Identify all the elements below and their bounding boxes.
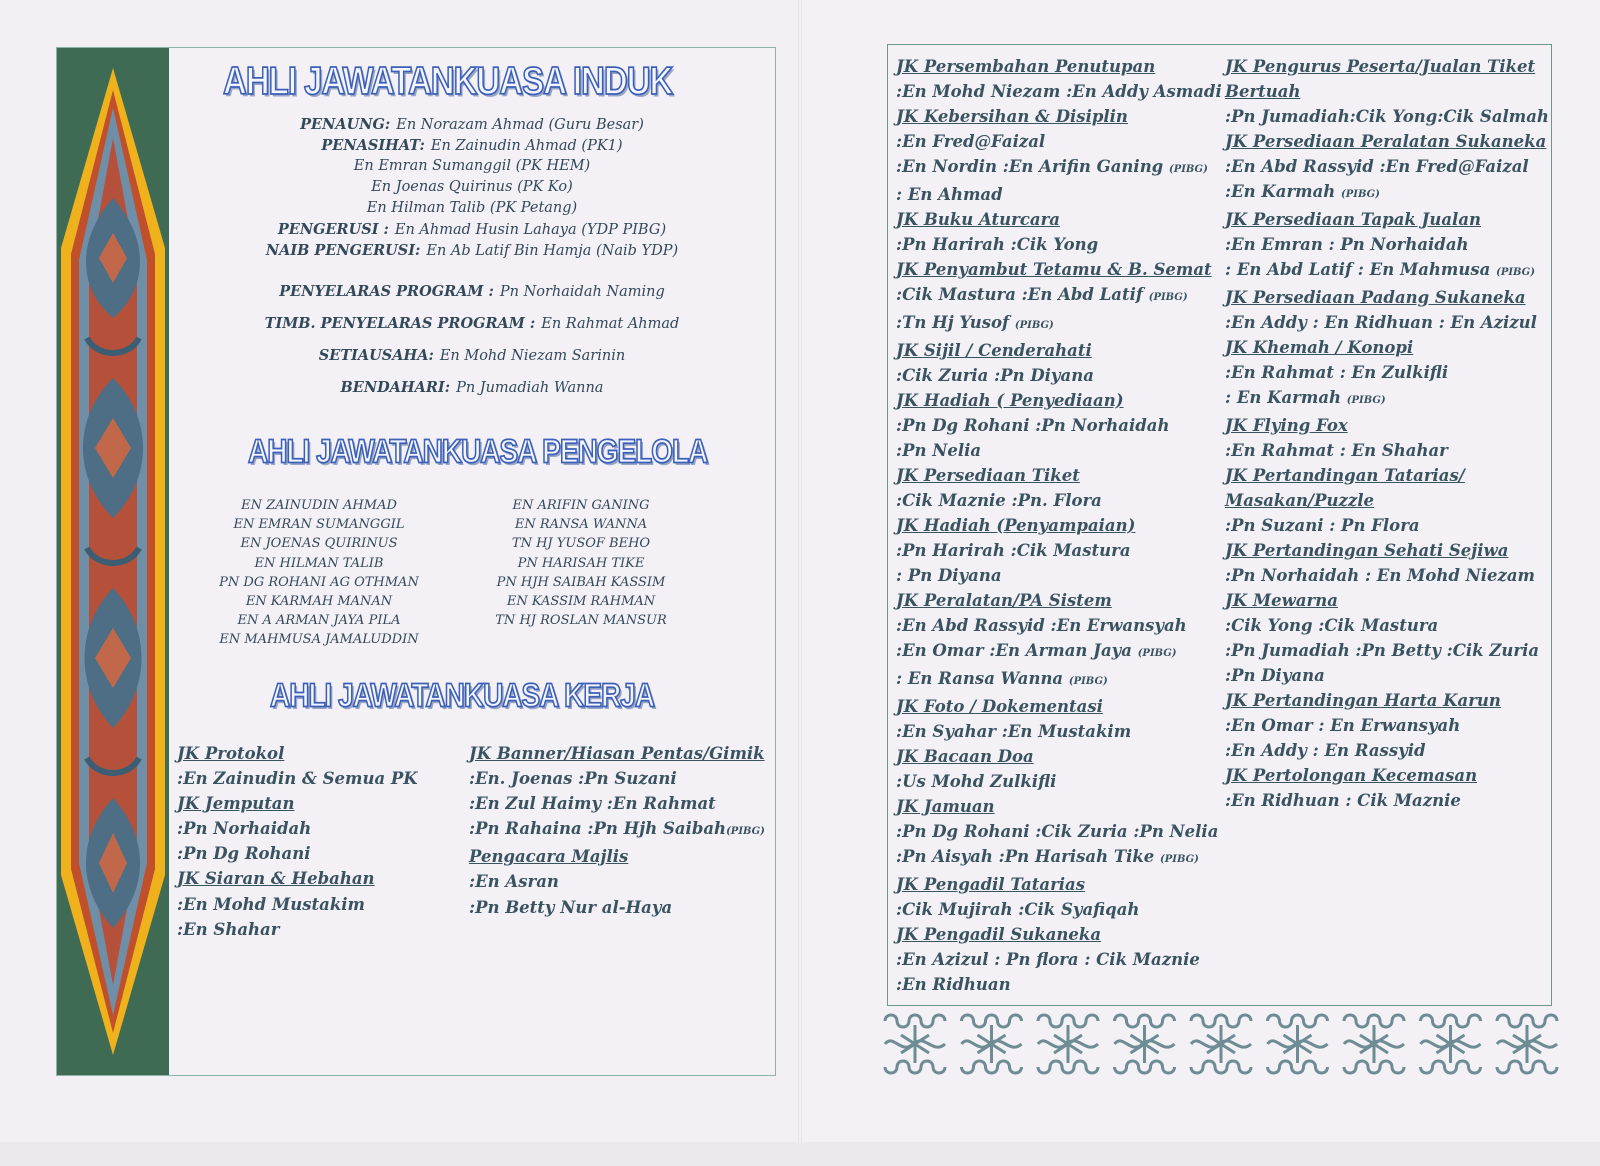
committee-title-text: JK Siaran & Hebahan (177, 869, 375, 889)
motif-ornament (1268, 1015, 1328, 1073)
pengelola-member: PN DG ROHANI AG OTHMAN (219, 574, 419, 590)
committee-member (896, 182, 1214, 207)
committee-member (896, 310, 1214, 338)
officer-row (169, 379, 775, 396)
committee-member (1225, 613, 1543, 638)
committee-title (1225, 588, 1543, 613)
committee-title-text: JK Jamuan (896, 797, 995, 816)
pengelola-member: PN HJH SAIBAH KASSIM (496, 574, 666, 590)
committee-member-text: :Pn Norhaidah : En Mohd Niezam (1225, 566, 1536, 585)
motif-ornament (1497, 1015, 1557, 1073)
committee-member (896, 666, 1214, 694)
committee-member (896, 488, 1214, 513)
committee-member-text: :Cik Mujirah :Cik Syafiqah (896, 900, 1140, 919)
motif-ornament (962, 1015, 1022, 1073)
committee-member-text: :Pn Jumadiah:Cik Yong:Cik Salmah (1225, 107, 1549, 126)
committee-member-text: :En. Joenas :Pn Suzani (469, 769, 677, 789)
officer-role: PENYELARAS PROGRAM : (279, 283, 494, 300)
pengelola-member: EN KASSIM RAHMAN (506, 594, 656, 610)
motif-ornament (1344, 1015, 1404, 1073)
officer-name: En Ahmad Husin Lahaya (YDP PIBG) (394, 222, 667, 238)
pibg-tag: (PIBG) (1068, 676, 1108, 687)
committee-title-text: JK Persediaan Tiket (896, 466, 1080, 485)
officer-name: En Emran Sumanggil (PK HEM) (353, 158, 591, 174)
pibg-tag: (PIBG) (1014, 320, 1054, 331)
committee-member-text: :En Shahar (177, 919, 280, 939)
committee-title-text: JK Persediaan Padang Sukaneka (1225, 288, 1526, 307)
committee-title-text: JK Pengurus Peserta/Jualan Tiket Bertuah (1225, 57, 1536, 101)
kerja-title: AHLI JAWATANKUASA KERJA (270, 677, 655, 714)
committee-title-text: JK Hadiah ( Penyediaan) (896, 391, 1124, 410)
committee-member-text: :Cik Yong :Cik Mastura (1225, 616, 1439, 635)
committee-title-text: JK Pengadil Sukaneka (896, 925, 1102, 944)
pengelola-member: EN RANSA WANNA (514, 517, 648, 533)
committee-member (177, 841, 418, 866)
committee-title (1225, 54, 1543, 104)
committee-member-text: :Cik Maznie :Pn. Flora (896, 491, 1102, 510)
committee-member-text: :En Omar :En Arman Jaya (896, 641, 1138, 660)
committee-member-text: :En Addy : En Rassyid (1225, 741, 1426, 760)
committee-title-text: JK Kebersihan & Disiplin (896, 107, 1128, 126)
pengelola-member: TN HJ ROSLAN MANSUR (495, 613, 667, 629)
officer-row (169, 283, 775, 300)
committee-member-text: :Pn Betty Nur al-Haya (469, 897, 673, 917)
pengelola-member: EN MAHMUSA JAMALUDDIN (219, 632, 419, 648)
committee-member-text: :En Karmah (1225, 182, 1342, 201)
pengelola-member: EN JOENAS QUIRINUS (240, 536, 398, 552)
committee-member-text: :Pn Dg Rohani (177, 844, 311, 864)
committee-member (469, 816, 765, 844)
committee-title (177, 741, 418, 766)
committee-member (896, 819, 1219, 844)
committee-member (896, 897, 1214, 922)
committee-title (896, 794, 1214, 819)
committee-member-text: :En Azizul : Pn flora : Cik Maznie (896, 950, 1200, 969)
motif-ornament (1421, 1015, 1481, 1073)
committee-member-text: :En Mohd Mustakim (177, 894, 365, 914)
pengelola-member: EN ARIFIN GANING (512, 498, 650, 513)
pengelola-member: EN ZAINUDIN AHMAD (241, 498, 397, 513)
pibg-tag: (PIBG) (726, 826, 765, 838)
committee-member-text: :En Abd Rassyid :En Fred@Faizal (1225, 157, 1529, 176)
committee-member-text: :En Zainudin & Semua PK (177, 769, 418, 789)
committee-member (1225, 713, 1543, 738)
induk-title: AHLI JAWATANKUASA INDUK (223, 58, 673, 103)
committee-member-text: :Pn Harirah :Cik Mastura (896, 541, 1131, 560)
committee-member-text: :En Fred@Faizal (896, 132, 1046, 151)
committee-title (896, 54, 1214, 79)
committee-member (469, 766, 765, 791)
committee-title (1225, 129, 1547, 154)
pibg-tag: (PIBG) (1148, 292, 1188, 303)
committee-title (1225, 688, 1543, 713)
committee-title (469, 844, 765, 869)
committee-member (469, 895, 765, 920)
committee-title (896, 388, 1214, 413)
committee-title (469, 741, 765, 766)
committee-member-text: :Pn Harirah :Cik Yong (896, 235, 1099, 254)
committee-member (177, 892, 418, 917)
officer-role: PENASIHAT: (321, 137, 425, 154)
page-fold (798, 0, 802, 1166)
committee-title (896, 104, 1214, 129)
committee-member (1225, 638, 1543, 663)
committee-member (896, 769, 1214, 794)
committee-member (896, 613, 1214, 638)
committee-member-text: :En Ridhuan : Cik Maznie (1225, 791, 1461, 810)
committee-member (1225, 232, 1543, 257)
committee-title (896, 588, 1214, 613)
pengelola-title: AHLI JAWATANKUASA PENGELOLA (248, 433, 708, 470)
committee-member (177, 766, 418, 791)
left-panel (56, 47, 776, 1076)
committee-member (896, 844, 1214, 872)
ethnic-border-ornament (57, 48, 169, 1075)
pibg-tag: (PIBG) (1137, 648, 1177, 659)
committee-member (177, 917, 418, 942)
officer-row (169, 179, 775, 195)
committee-title (896, 207, 1214, 232)
committee-title-text: JK Pertandingan Sehati Sejiwa (1225, 541, 1509, 560)
officer-role: NAIB PENGERUSI: (265, 242, 421, 259)
pibg-tag: (PIBG) (1168, 164, 1208, 175)
officer-row (169, 347, 775, 364)
committee-title-text: JK Sijil / Cenderahati (896, 341, 1092, 360)
officer-name: Pn Jumadiah Wanna (456, 380, 604, 396)
kerja-column-2 (469, 741, 765, 920)
committee-title (896, 463, 1214, 488)
committee-member (1225, 104, 1549, 129)
officer-name: En Rahmat Ahmad (541, 316, 680, 332)
committee-title (1225, 207, 1543, 232)
committee-title (1225, 285, 1543, 310)
officer-name: En Norazam Ahmad (Guru Besar) (396, 117, 644, 133)
committee-member-text: :En Rahmat : En Shahar (1225, 441, 1448, 460)
committee-title (1225, 413, 1543, 438)
motif-ornament (885, 1015, 945, 1073)
committee-member (896, 282, 1214, 310)
right-panel (887, 44, 1552, 1006)
officer-name: En Zainudin Ahmad (PK1) (430, 138, 623, 154)
officer-role: SETIAUSAHA: (318, 347, 434, 364)
officer-name: En Ab Latif Bin Hamja (Naib YDP) (426, 243, 679, 259)
committee-member-text: :Pn Dg Rohani :Pn Norhaidah (896, 416, 1170, 435)
committee-title-text: JK Foto / Dokementasi (896, 697, 1103, 716)
officer-row (169, 116, 775, 133)
committee-member (1225, 179, 1543, 207)
committee-title (896, 922, 1214, 947)
officer-row (169, 221, 775, 238)
committee-member (896, 538, 1214, 563)
committee-member (1225, 154, 1543, 179)
committee-title-text: JK Hadiah (Penyampaian) (896, 516, 1136, 535)
committee-title (896, 744, 1214, 769)
committee-member (1225, 513, 1543, 538)
committee-member (896, 232, 1214, 257)
committee-member (177, 816, 418, 841)
pengelola-column-1 (179, 496, 459, 650)
committee-member-text: :En Asran (469, 872, 559, 892)
committee-member (1225, 360, 1543, 385)
committee-member (896, 154, 1214, 182)
officer-row (169, 315, 775, 332)
committee-title-text: JK Bacaan Doa (896, 747, 1034, 766)
committee-title-text: JK Khemah / Konopi (1225, 338, 1414, 357)
committee-member (896, 972, 1214, 997)
committee-member-text: : En Abd Latif : En Mahmusa (1225, 260, 1497, 279)
pibg-tag: (PIBG) (1341, 189, 1380, 200)
officer-role: BENDAHARI: (340, 379, 451, 396)
committee-title (1225, 763, 1543, 788)
committee-title-text: JK Pengadil Tatarias (896, 875, 1086, 894)
committee-member-text: :Cik Zuria :Pn Diyana (896, 366, 1094, 385)
committee-member (1225, 257, 1543, 285)
officer-row (169, 242, 775, 259)
committee-member (896, 563, 1214, 588)
committee-title-text: JK Mewarna (1225, 591, 1338, 610)
committee-member (1225, 788, 1543, 813)
motif-ornament (1191, 1015, 1251, 1073)
committee-title (1225, 335, 1543, 360)
motif-ornament (1115, 1015, 1175, 1073)
pengelola-member: EN A ARMAN JAYA PILA (237, 613, 401, 629)
committee-member-text: :En Syahar :En Mustakim (896, 722, 1132, 741)
pengelola-member: PN HARISAH TIKE (517, 555, 645, 571)
decorative-motif-row (879, 1011, 1559, 1077)
committee-member-text: :Pn Jumadiah :Pn Betty :Cik Zuria (1225, 641, 1540, 660)
officer-name: En Joenas Quirinus (PK Ko) (371, 179, 573, 195)
committee-member-text: :En Nordin :En Arifin Ganing (896, 157, 1169, 176)
committee-member-text: :Us Mohd Zulkifli (896, 772, 1057, 791)
committee-title-text: JK Persediaan Peralatan Sukaneka (1225, 132, 1547, 151)
officer-name: Pn Norhaidah Naming (499, 284, 665, 300)
committee-member (896, 438, 1214, 463)
committee-member (896, 129, 1214, 154)
committee-member (896, 947, 1214, 972)
committee-title-text: JK Peralatan/PA Sistem (896, 591, 1112, 610)
pibg-tag: (PIBG) (1496, 267, 1535, 278)
committee-member-text: :En Rahmat : En Zulkifli (1225, 363, 1449, 382)
pengelola-member: EN HILMAN TALIB (254, 555, 384, 571)
scan-bottom-edge (0, 1142, 1600, 1166)
committee-title-text: JK Flying Fox (1225, 416, 1348, 435)
committee-member-text: :En Omar : En Erwansyah (1225, 716, 1461, 735)
committee-member-text: : Pn Diyana (896, 566, 1002, 585)
officer-role: TIMB. PENYELARAS PROGRAM : (264, 315, 536, 332)
motif-ornament (1038, 1015, 1098, 1073)
committee-member (1225, 563, 1543, 588)
committee-title-text: JK Penyambut Tetamu & B. Semat (896, 260, 1212, 279)
officer-row (169, 200, 775, 216)
committee-member (1225, 663, 1543, 688)
committee-member (896, 363, 1214, 388)
committee-member-text: :Pn Aisyah :Pn Harisah Tike (896, 847, 1161, 866)
committee-title (177, 866, 418, 891)
committee-member (1225, 438, 1543, 463)
officer-name: En Mohd Niezam Sarinin (439, 348, 626, 364)
committee-member-text: : En Karmah (1225, 388, 1347, 407)
committee-title (896, 338, 1214, 363)
committee-title-text: JK Pertandingan Harta Karun (1225, 691, 1501, 710)
committee-title-text: JK Persembahan Penutupan (896, 57, 1156, 76)
committee-member-text: :Pn Diyana (1225, 666, 1325, 685)
officer-role: PENAUNG: (300, 116, 391, 133)
committee-member (896, 638, 1214, 666)
committee-member-text: :En Addy : En Ridhuan : En Azizul (1225, 313, 1537, 332)
committee-member (1225, 738, 1543, 763)
pengelola-column-2 (441, 496, 721, 630)
committee-member (896, 719, 1214, 744)
committee-title-text: Pengacara Majlis (469, 847, 629, 867)
officer-name: En Hilman Talib (PK Petang) (366, 200, 578, 216)
committee-member (469, 791, 765, 816)
officer-row (169, 137, 775, 154)
officer-row (169, 158, 775, 174)
committee-title-text: JK Pertandingan Tatarias/ Masakan/Puzzle (1225, 466, 1465, 510)
right-column-1 (896, 54, 1222, 997)
committee-member-text: : En Ahmad (896, 185, 1003, 204)
committee-member-text: :En Emran : Pn Norhaidah (1225, 235, 1469, 254)
committee-member-text: :En Zul Haimy :En Rahmat (469, 794, 716, 814)
committee-title-text: JK Banner/Hiasan Pentas/Gimik (469, 744, 765, 763)
committee-title (896, 257, 1214, 282)
committee-member (1225, 385, 1543, 413)
committee-title-text: JK Jemputan (177, 794, 295, 814)
pibg-tag: (PIBG) (1160, 854, 1199, 865)
right-column-2 (1225, 54, 1549, 813)
committee-title (177, 791, 418, 816)
committee-member-text: :Pn Nelia (896, 441, 982, 460)
committee-member (1225, 310, 1543, 335)
committee-title (896, 513, 1214, 538)
pibg-tag: (PIBG) (1346, 395, 1386, 406)
committee-member-text: :En Ridhuan (896, 975, 1011, 994)
committee-title (1225, 463, 1543, 513)
pengelola-member: EN EMRAN SUMANGGIL (233, 517, 405, 533)
committee-member-text: :Pn Suzani : Pn Flora (1225, 516, 1420, 535)
committee-member-text: :Cik Mastura :En Abd Latif (896, 285, 1149, 304)
pengelola-member: TN HJ YUSOF BEHO (511, 536, 651, 552)
committee-title-text: JK Buku Aturcara (896, 210, 1060, 229)
committee-member-text: :En Abd Rassyid :En Erwansyah (896, 616, 1187, 635)
committee-member-text: :Pn Rahaina :Pn Hjh Saibah (469, 819, 727, 839)
committee-member-text: :Tn Hj Yusof (896, 313, 1015, 332)
committee-member (896, 413, 1214, 438)
committee-title (1225, 538, 1543, 563)
committee-title (896, 872, 1214, 897)
committee-title (896, 694, 1214, 719)
committee-member-text: :Pn Dg Rohani :Cik Zuria :Pn Nelia (896, 822, 1219, 841)
committee-title-text: JK Pertolongan Kecemasan (1225, 766, 1478, 785)
committee-member (896, 79, 1222, 104)
committee-title-text: JK Persediaan Tapak Jualan (1225, 210, 1482, 229)
kerja-column-1 (177, 741, 418, 942)
committee-member-text: :En Mohd Niezam :En Addy Asmadi (896, 82, 1222, 101)
pengelola-member: EN KARMAH MANAN (245, 594, 393, 610)
committee-member-text: : En Ransa Wanna (896, 669, 1069, 688)
officer-role: PENGERUSI : (277, 221, 389, 238)
committee-member (469, 869, 765, 894)
committee-title-text: JK Protokol (177, 744, 285, 763)
committee-member-text: :Pn Norhaidah (177, 819, 312, 839)
